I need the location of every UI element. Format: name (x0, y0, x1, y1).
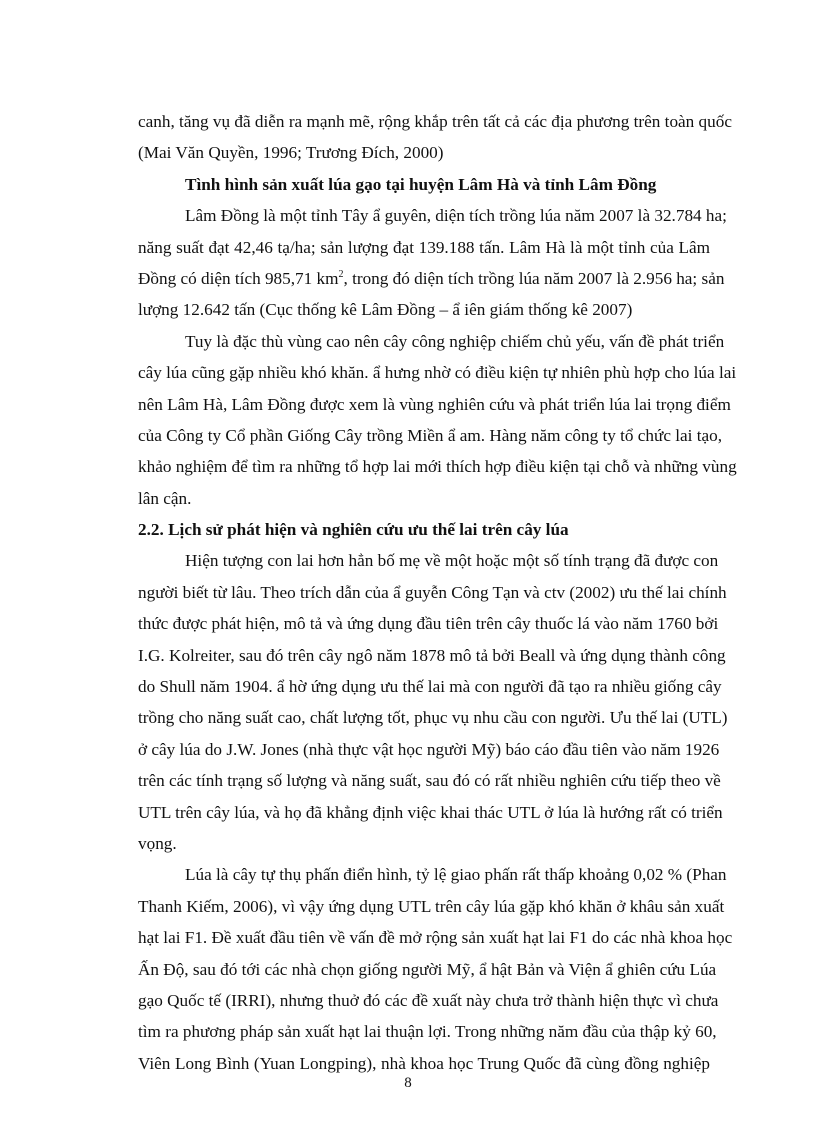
text-line (138, 263, 725, 294)
text-line: Hiện tượng con lai hơn hẳn bố mẹ về một hoặc một số tính trạng đã được con (185, 551, 719, 571)
text-line: Lâm Đồng là một tỉnh Tây ẩ guyên, diện tích trồng lúa năm 2007 là 32.784 ha; (185, 206, 727, 226)
text-line: của Công ty Cổ phần Giống Cây trồng Miền ẩ am. Hàng năm công ty tổ chức lai tạo, (138, 425, 723, 445)
section-heading: Tình hình sản xuất lúa gạo tại huyện Lâm Hà và tỉnh Lâm Đồng (185, 174, 657, 194)
text-line: tìm ra phương pháp sản xuất hạt lai thuận lợi. Trong những năm đầu của thập kỷ 60, (138, 1022, 717, 1042)
text-line: nên Lâm Hà, Lâm Đồng được xem là vùng nghiên cứu và phát triển lúa lai trọng điểm (138, 394, 731, 414)
text-line: thức được phát hiện, mô tả và ứng dụng đầu tiên trên cây thuốc lá vào năm 1760 bởi (138, 614, 719, 634)
text-line: năng suất đạt 42,46 tạ/ha; sản lượng đạt 139.188 tấn. Lâm Hà là một tỉnh của Lâm (138, 237, 710, 257)
text-line: Tuy là đặc thù vùng cao nên cây công nghiệp chiếm chủ yếu, vấn đề phát triển (185, 331, 725, 351)
text-line: Ấn Độ, sau đó tới các nhà chọn giống người Mỹ, ẩ hật Bản và Viện ẩ ghiên cứu Lúa (138, 959, 717, 979)
text-line: người biết từ lâu. Theo trích dẫn của ẩ guyễn Công Tạn và ctv (2002) ưu thế lai chính (138, 582, 727, 602)
section-heading: 2.2. Lịch sử phát hiện và nghiên cứu ưu thế lai trên cây lúa (138, 520, 569, 540)
text-line: UTL trên cây lúa, và họ đã khẳng định việc khai thác UTL ở lúa là hướng rất có triển (138, 802, 723, 822)
text-line: trồng cho năng suất cao, chất lượng tốt, phục vụ nhu cầu con người. Ưu thế lai (UTL) (138, 708, 728, 728)
text-line: Viên Long Bình (Yuan Longping), nhà khoa học Trung Quốc đã cùng đồng nghiệp (138, 1053, 710, 1073)
text-line: canh, tăng vụ đã diễn ra mạnh mẽ, rộng khắp trên tất cả các địa phương trên toàn quốc (138, 112, 732, 131)
text-line: hạt lai F1. Đề xuất đầu tiên về vấn đề mở rộng sản xuất hạt lai F1 do các nhà khoa học (138, 928, 733, 948)
text-line: lân cận. (138, 488, 192, 508)
text-line: Thanh Kiếm, 2006), vì vậy ứng dụng UTL trên cây lúa gặp khó khăn ở khâu sản xuất (138, 896, 725, 916)
text-line: I.G. Kolreiter, sau đó trên cây ngô năm 1878 mô tả bởi Beall và ứng dụng thành công (138, 645, 726, 665)
text-line: ở cây lúa do J.W. Jones (nhà thực vật học người Mỹ) báo cáo đầu tiên vào năm 1926 (138, 739, 720, 759)
text-line: gạo Quốc tế (IRRI), nhưng thuở đó các đề xuất này chưa trở thành hiện thực vì chưa (138, 990, 719, 1010)
text-line: Lúa là cây tự thụ phấn điển hình, tỷ lệ giao phấn rất thấp khoảng 0,02 % (Phan (185, 865, 727, 885)
page-number: 8 (404, 1075, 412, 1091)
document-body (138, 106, 737, 1079)
text-line: khảo nghiệm để tìm ra những tổ hợp lai mới thích hợp điều kiện tại chỗ và những vùng (138, 457, 737, 477)
text-line: (Mai Văn Quyền, 1996; Trương Đích, 2000) (138, 143, 444, 163)
text-line: trên các tính trạng số lượng và năng suất, sau đó có rất nhiều nghiên cứu tiếp theo về (138, 771, 721, 791)
text-line: do Shull năm 1904. ẩ hờ ứng dụng ưu thế lai mà con người đã tạo ra nhiều giống cây (138, 677, 722, 697)
text-fragment: , trong đó diện tích trồng lúa năm 2007 là 2.956 ha; sản (343, 268, 725, 288)
text-line: cây lúa cũng gặp nhiều khó khăn. ẩ hưng nhờ có điều kiện tự nhiên phù hợp cho lúa lai (138, 363, 737, 383)
superscript: 2 (338, 268, 344, 280)
text-line: vọng. (138, 833, 177, 853)
text-fragment: Đồng có diện tích 985,71 km (138, 268, 339, 288)
text-line: lượng 12.642 tấn (Cục thống kê Lâm Đồng – ẩ iên giám thống kê 2007) (138, 300, 633, 320)
